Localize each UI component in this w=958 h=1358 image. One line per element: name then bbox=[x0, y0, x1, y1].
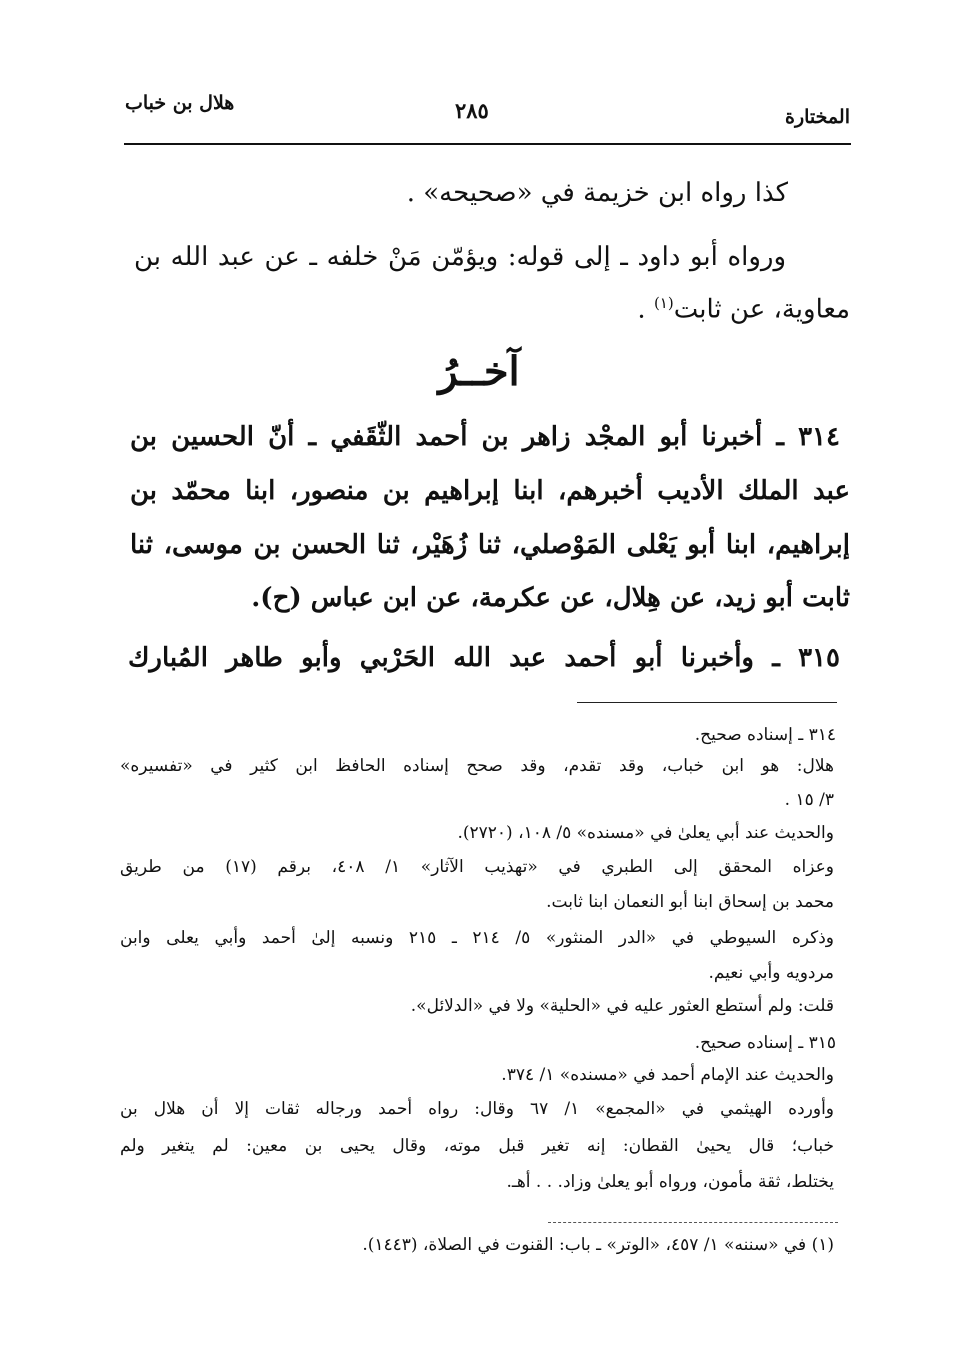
note-314-line-8: قلت: ولم أستطع العثور عليه في «الحلية» ولا في «الدلائل». bbox=[410, 996, 834, 1016]
main-line-2: ورواه أبو داود ـ إلى قوله: ويؤمّن مَنْ خلفه ـ عن عبد الله بن bbox=[134, 242, 786, 272]
section-title: آخــرُ bbox=[438, 348, 520, 395]
footnote-1: (١) في «سننه» ١/ ٤٥٧، «الوتر» ـ باب: القنوت في الصلاة، (١٤٤٣). bbox=[362, 1235, 834, 1255]
note-314-line-3: والحديث عند أبي يعلىٰ في «مسنده» ٥/ ١٠٨، (٢٧٢٠). bbox=[457, 823, 834, 843]
hadith-315-line-1: ٣١٥ ـ وأخبرنا أبو أحمد عبد الله الحَرْبي وأبو طاهر المُبارك bbox=[128, 643, 840, 673]
note-315-heading: ٣١٥ ـ إسناده صحيح. bbox=[694, 1033, 836, 1053]
page-number: ٢٨٥ bbox=[455, 98, 489, 123]
note-314-line-4: وعزاه المحقق إلى الطبري في «تهذيب الآثار» ١/ ٤٠٨، برقم (١٧) من طريق bbox=[120, 857, 834, 877]
main-line-3-text: معاوية، عن ثابت bbox=[673, 294, 850, 325]
note-315-line-2: وأورده الهيثمي في «المجمع» ١/ ٦٧ وقال: رواه أحمد ورجاله ثقات إلا أن هلال بن bbox=[120, 1099, 835, 1119]
main-line-3 bbox=[637, 296, 850, 323]
note-315-line-1: والحديث عند الإمام أحمد في «مسنده» ١/ ٣٧٤. bbox=[501, 1065, 834, 1085]
running-header-book-title: المختارة bbox=[785, 106, 850, 128]
note-315-line-3: خباب؛ قال يحيىٰ القطان: إنه تغير قبل موته، وقال يحيى بن معين: لم يتغير ولم bbox=[120, 1136, 834, 1156]
hadith-314-line-4: ثابت أبو زيد، عن هِلال، عن عكرمة، عن ابن عباس (ح). bbox=[251, 583, 850, 613]
note-314-line-6: وذكره السيوطي في «الدر المنثور» ٥/ ٢١٤ ـ ٢١٥ ونسبه إلىٰ أحمد وأبي يعلى وابن bbox=[120, 928, 834, 948]
main-line-1: كذا رواه ابن خزيمة في «صحيحه» . bbox=[406, 178, 788, 208]
footnote-separator bbox=[577, 702, 837, 703]
main-line-3-end: . bbox=[637, 294, 646, 325]
hadith-314-line-1: ٣١٤ ـ أخبرنا أبو المجْد زاهر بن أحمد الثّقَفي ـ أنّ الحسين بن bbox=[130, 422, 840, 452]
note-314-heading: ٣١٤ ـ إسناده صحيح. bbox=[694, 725, 836, 745]
hadith-314-line-3: إبراهيم، ابنا أبو يَعْلى المَوْصلي، ثنا زُهَيْر، ثنا الحسن بن موسى، ثنا bbox=[130, 530, 850, 560]
footnote-ref-1[interactable]: (١) bbox=[653, 294, 674, 312]
hadith-314-line-2: عبد الملك الأديب أخبرهم، ابنا إبراهيم بن منصور، ابنا محمّد بن bbox=[130, 476, 850, 506]
note-314-line-1: هلال: هو ابن خباب، وقد تقدم، وقد صحح إسناده الحافظ ابن كثير في «تفسيره» bbox=[120, 756, 834, 776]
footnote-separator-2 bbox=[548, 1222, 838, 1223]
note-314-line-2: ٣/ ١٥ . bbox=[784, 790, 834, 810]
running-header-chapter-title: هلال بن خباب bbox=[125, 92, 235, 114]
note-315-line-4: يختلط، ثقة مأمون، ورواه أبو يعلىٰ وزاد. . . أهـ. bbox=[506, 1172, 834, 1192]
note-314-line-7: مردويه وأبي نعيم. bbox=[708, 963, 834, 983]
header-rule bbox=[124, 143, 851, 145]
note-314-line-5: محمد بن إسحاق ابنا أبو النعمان ابنا ثابت. bbox=[546, 892, 834, 912]
